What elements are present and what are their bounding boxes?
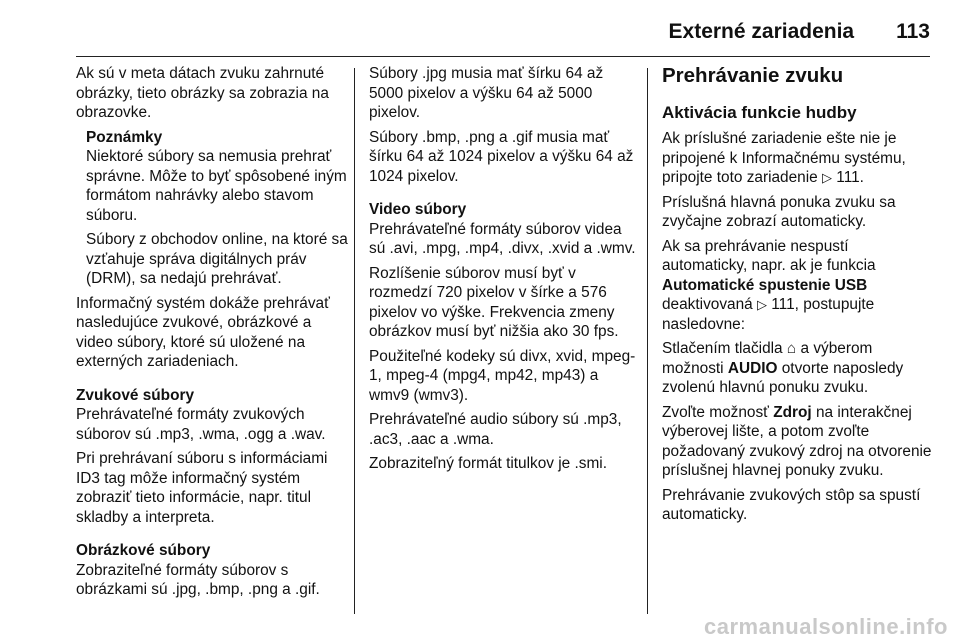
page-reference-icon: ▷ bbox=[822, 170, 832, 185]
column-1 bbox=[76, 64, 350, 605]
paragraph: Prehrávateľné formáty súborov videa sú .avi, .mpg, .mp4, .divx, .xvid a .wmv. bbox=[369, 220, 636, 257]
paragraph: Použiteľné kodeky sú divx, xvid, mpeg-1, mpeg-4 (mpg4, mp42, mp43) a wmv9 (wmv3). bbox=[369, 347, 636, 404]
paragraph: Prehrávateľné formáty zvukových súborov sú .mp3, .wma, .ogg a .wav. bbox=[76, 406, 326, 443]
paragraph: Ak príslušné zariadenie ešte nie je pripojené k Informačnému systému, pripojte toto zariadenie ▷ 111. bbox=[662, 130, 906, 186]
paragraph: Ak sa prehrávanie nespustí automaticky, napr. ak je funkcia Automatické spustenie USB deaktivovaná ▷ 111, postupujte nasledovne: bbox=[662, 237, 876, 333]
paragraph: Súbory .jpg musia mať šírku 64 až 5000 pixelov a výšku 64 až 5000 pixelov. bbox=[369, 65, 604, 121]
paragraph: Pri prehrávaní súboru s informáciami ID3 tag môže informačný systém zobraziť tieto informácie, napr. titul skladby a interpreta. bbox=[76, 450, 328, 526]
header-rule bbox=[76, 56, 930, 57]
note-paragraph: Niektoré súbory sa nemusia prehrať správne. Môže to byť spôsobené iným formátom nahrávky alebo stavom súboru. bbox=[86, 148, 347, 224]
section-subheading: Aktivácia funkcie hudby bbox=[662, 103, 857, 122]
paragraph: Ak sú v meta dátach zvuku zahrnuté obrázky, tieto obrázky sa zobrazia na obrazovke. bbox=[76, 65, 329, 121]
watermark: carmanualsonline.info bbox=[704, 614, 948, 639]
column-2 bbox=[369, 64, 639, 479]
paragraph: Stlačením tlačidla ⌂ a výberom možnosti AUDIO otvorte naposledy zvolenú hlavnú ponuku zvuku. bbox=[662, 340, 904, 396]
paragraph: Súbory .bmp, .png a .gif musia mať šírku 64 až 1024 pixelov a výšku 64 až 1024 pixelov. bbox=[369, 128, 634, 185]
paragraph: Prehrávateľné audio súbory sú .mp3, .ac3, .aac a .wma. bbox=[369, 411, 622, 448]
column-divider bbox=[647, 68, 648, 614]
paragraph: Rozlíšenie súborov musí byť v rozmedzí 720 pixelov v šírke a 576 pixelov vo výške. Frekvencia zmeny obrázkov musí byť nižšia ako 30 fps. bbox=[369, 264, 619, 340]
column-3 bbox=[662, 64, 932, 530]
page-header bbox=[600, 20, 930, 60]
paragraph: Príslušná hlavná ponuka zvuku sa zvyčajne zobrazí automaticky. bbox=[662, 193, 896, 230]
column-divider bbox=[354, 68, 355, 614]
page-reference-icon: ▷ bbox=[756, 297, 767, 312]
paragraph: Zvoľte možnosť Zdroj na interakčnej výberovej lište, a potom zvoľte požadovaný zvukový zdroj na otvorenie príslušnej hlavnej ponuky zvuku. bbox=[662, 403, 932, 479]
page-number: 113 bbox=[896, 20, 930, 43]
paragraph: Zobraziteľný formát titulkov je .smi. bbox=[369, 455, 607, 472]
paragraph: Prehrávanie zvukových stôp sa spustí automaticky. bbox=[662, 486, 921, 523]
section-title-audio: Zvukové súbory bbox=[76, 386, 195, 404]
home-button-icon: ⌂ bbox=[786, 340, 797, 357]
note-box bbox=[86, 128, 350, 289]
section-title-video: Video súbory bbox=[369, 201, 467, 218]
paragraph: Informačný systém dokáže prehrávať nasledujúce zvukové, obrázkové a video súbory, ktoré sú uložené na externých zariadeniach. bbox=[76, 294, 330, 370]
section-title-image: Obrázkové súbory bbox=[76, 542, 211, 559]
page-title: Externé zariadenia bbox=[668, 20, 855, 43]
paragraph: Zobraziteľné formáty súborov s obrázkami sú .jpg, .bmp, .png a .gif. bbox=[76, 561, 320, 598]
note-title: Poznámky bbox=[86, 128, 163, 146]
section-heading: Prehrávanie zvuku bbox=[662, 64, 844, 87]
note-paragraph: Súbory z obchodov online, na ktoré sa vzťahuje správa digitálnych práv (DRM), sa nedajú prehrávať. bbox=[86, 231, 348, 287]
